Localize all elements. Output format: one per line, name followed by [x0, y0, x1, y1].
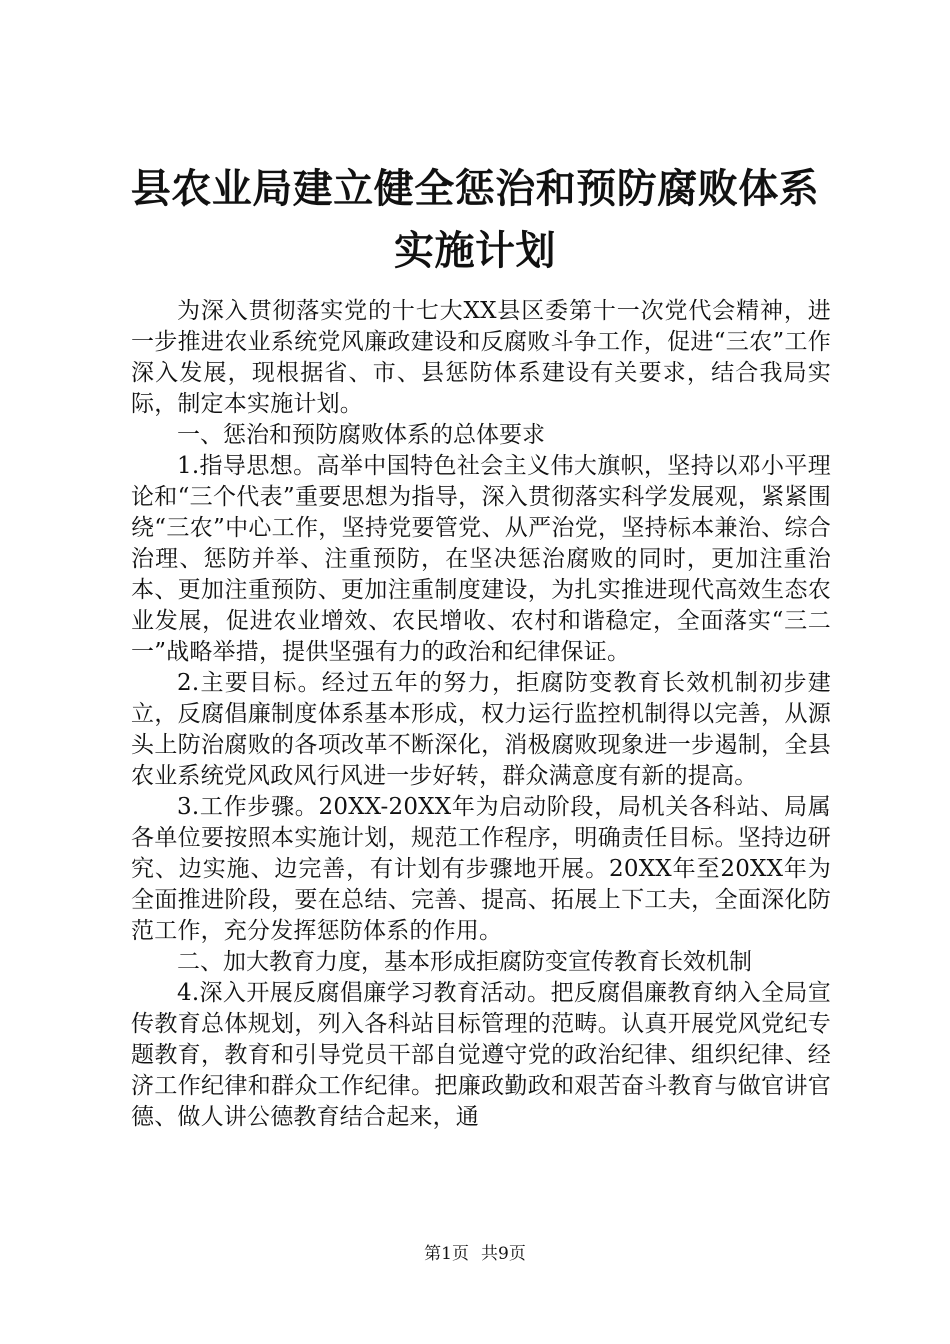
page-number-total: 共9页: [481, 1244, 526, 1264]
page-footer: [0, 1243, 950, 1265]
paragraph-guiding-ideology: 1.指导思想。高举中国特色社会主义伟大旗帜，坚持以邓小平理论和“三个代表”重要思想为指导，深入贯彻落实科学发展观，紧紧围绕“三农”中心工作，坚持党要管党、从严治党，坚持标本兼治、综合治理、惩防并举、注重预防，在坚决惩治腐败的同时，更加注重治本、更加注重预防、更加注重制度建设，为扎实推进现代高效生态农业发展，促进农业增效、农民增收、农村和谐稳定，全面落实“三二一”战略举措，提供坚强有力的政治和纪律保证。: [131, 453, 831, 665]
section-heading-1: 一、惩治和预防腐败体系的总体要求: [177, 422, 545, 448]
page-number-current: 第1页: [424, 1244, 469, 1264]
document-title: 县农业局建立健全惩治和预防腐败体系实施计划: [130, 165, 820, 274]
section-heading-2: 二、加大教育力度，基本形成拒腐防变宣传教育长效机制: [177, 949, 752, 975]
document-body: [131, 296, 831, 1133]
paragraph-intro: 为深入贯彻落实党的十七大XX县区委第十一次党代会精神，进一步推进农业系统党风廉政建设和反腐败斗争工作，促进“三农”工作深入发展，现根据省、市、县惩防体系建设有关要求，结合我局实际，制定本实施计划。: [131, 298, 831, 417]
paragraph-main-goals: 2.主要目标。经过五年的努力，拒腐防变教育长效机制初步建立，反腐倡廉制度体系基本形成，权力运行监控机制得以完善，从源头上防治腐败的各项改革不断深化，消极腐败现象进一步遏制，全县农业系统党风政风行风进一步好转，群众满意度有新的提高。: [131, 670, 831, 789]
paragraph-work-steps: 3.工作步骤。20XX-20XX年为启动阶段，局机关各科站、局属各单位要按照本实施计划，规范工作程序，明确责任目标。坚持边研究、边实施、边完善，有计划有步骤地开展。20XX年至20XX年为全面推进阶段，要在总结、完善、提高、拓展上下工夫，全面深化防范工作，充分发挥惩防体系的作用。: [131, 794, 831, 944]
paragraph-education: 4.深入开展反腐倡廉学习教育活动。把反腐倡廉教育纳入全局宣传教育总体规划，列入各科站目标管理的范畴。认真开展党风党纪专题教育，教育和引导党员干部自觉遵守党的政治纪律、组织纪律、经济工作纪律和群众工作纪律。把廉政勤政和艰苦奋斗教育与做官讲官德、做人讲公德教育结合起来，通: [131, 980, 831, 1130]
